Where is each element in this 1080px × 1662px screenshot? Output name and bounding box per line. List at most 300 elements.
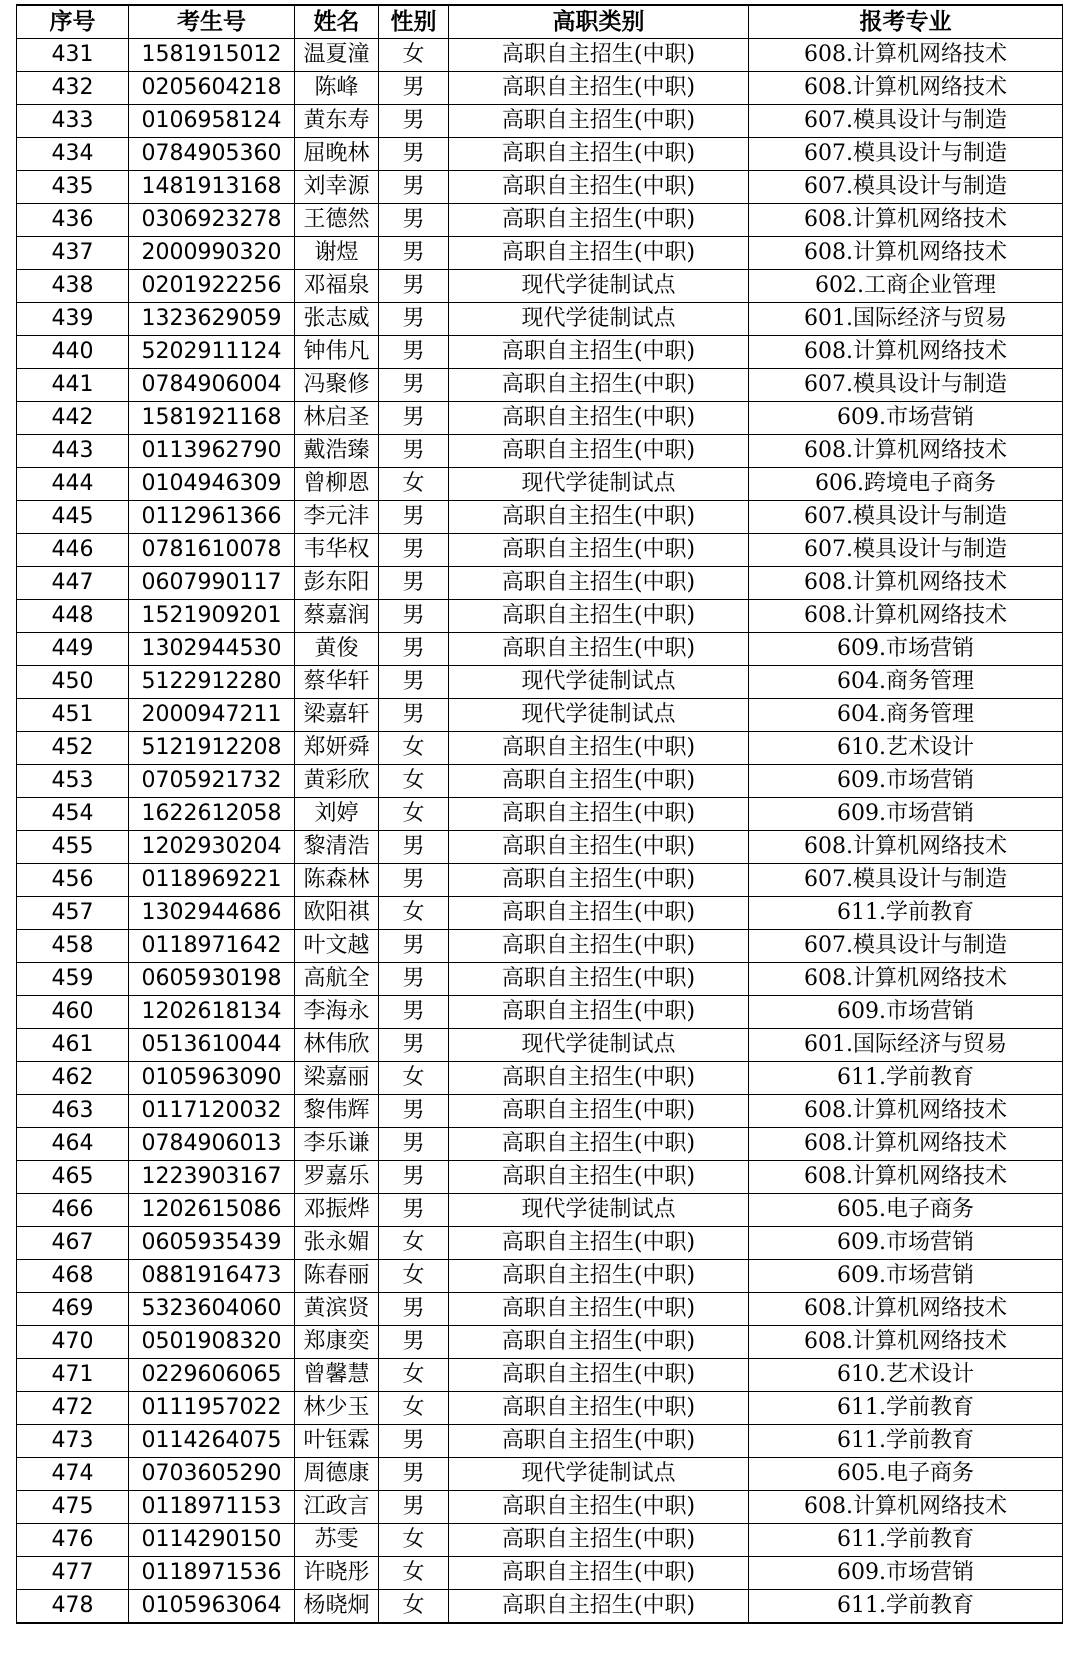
table-row xyxy=(17,435,1063,468)
cell-major: 606.跨境电子商务 xyxy=(749,468,1063,501)
cell-exam-id: 0106958124 xyxy=(129,105,295,138)
table-row xyxy=(17,1062,1063,1095)
cell-major: 607.模具设计与制造 xyxy=(749,171,1063,204)
table-row xyxy=(17,1590,1063,1624)
cell-gender: 男 xyxy=(379,435,449,468)
cell-gender: 男 xyxy=(379,501,449,534)
cell-exam-id: 1581921168 xyxy=(129,402,295,435)
cell-name: 许晓彤 xyxy=(295,1557,379,1590)
cell-gender: 女 xyxy=(379,1062,449,1095)
cell-major: 611.学前教育 xyxy=(749,1392,1063,1425)
cell-name: 高航全 xyxy=(295,963,379,996)
cell-serial-number: 466 xyxy=(17,1194,129,1227)
table-row xyxy=(17,1392,1063,1425)
admission-list-table xyxy=(16,4,1063,1624)
cell-serial-number: 476 xyxy=(17,1524,129,1557)
cell-major: 608.计算机网络技术 xyxy=(749,336,1063,369)
cell-gender: 男 xyxy=(379,402,449,435)
cell-serial-number: 437 xyxy=(17,237,129,270)
cell-gender: 男 xyxy=(379,171,449,204)
cell-exam-id: 0705921732 xyxy=(129,765,295,798)
cell-category: 现代学徒制试点 xyxy=(449,1458,749,1491)
table-row xyxy=(17,765,1063,798)
cell-exam-id: 0105963090 xyxy=(129,1062,295,1095)
cell-category: 高职自主招生(中职) xyxy=(449,1227,749,1260)
cell-gender: 女 xyxy=(379,1524,449,1557)
cell-exam-id: 2000990320 xyxy=(129,237,295,270)
cell-exam-id: 0111957022 xyxy=(129,1392,295,1425)
cell-category: 高职自主招生(中职) xyxy=(449,1095,749,1128)
cell-gender: 男 xyxy=(379,699,449,732)
cell-name: 王德然 xyxy=(295,204,379,237)
table-row xyxy=(17,402,1063,435)
table-row xyxy=(17,996,1063,1029)
cell-name: 黄彩欣 xyxy=(295,765,379,798)
cell-exam-id: 0781610078 xyxy=(129,534,295,567)
cell-gender: 女 xyxy=(379,1392,449,1425)
cell-serial-number: 477 xyxy=(17,1557,129,1590)
cell-category: 高职自主招生(中职) xyxy=(449,1260,749,1293)
table-row xyxy=(17,1425,1063,1458)
cell-major: 608.计算机网络技术 xyxy=(749,1326,1063,1359)
cell-exam-id: 0513610044 xyxy=(129,1029,295,1062)
cell-name: 郑妍舜 xyxy=(295,732,379,765)
cell-serial-number: 461 xyxy=(17,1029,129,1062)
cell-name: 戴浩臻 xyxy=(295,435,379,468)
cell-category: 高职自主招生(中职) xyxy=(449,336,749,369)
cell-gender: 女 xyxy=(379,897,449,930)
cell-gender: 男 xyxy=(379,72,449,105)
cell-gender: 男 xyxy=(379,831,449,864)
cell-gender: 男 xyxy=(379,996,449,1029)
cell-major: 610.艺术设计 xyxy=(749,732,1063,765)
cell-major: 608.计算机网络技术 xyxy=(749,72,1063,105)
cell-category: 高职自主招生(中职) xyxy=(449,138,749,171)
cell-exam-id: 0201922256 xyxy=(129,270,295,303)
cell-serial-number: 472 xyxy=(17,1392,129,1425)
cell-gender: 女 xyxy=(379,1260,449,1293)
cell-name: 陈森林 xyxy=(295,864,379,897)
cell-exam-id: 0104946309 xyxy=(129,468,295,501)
cell-gender: 男 xyxy=(379,1491,449,1524)
cell-category: 高职自主招生(中职) xyxy=(449,1524,749,1557)
cell-exam-id: 0229606065 xyxy=(129,1359,295,1392)
cell-major: 601.国际经济与贸易 xyxy=(749,1029,1063,1062)
cell-major: 605.电子商务 xyxy=(749,1194,1063,1227)
cell-exam-id: 0501908320 xyxy=(129,1326,295,1359)
cell-major: 607.模具设计与制造 xyxy=(749,534,1063,567)
cell-serial-number: 467 xyxy=(17,1227,129,1260)
cell-name: 刘幸源 xyxy=(295,171,379,204)
cell-category: 现代学徒制试点 xyxy=(449,468,749,501)
cell-category: 高职自主招生(中职) xyxy=(449,105,749,138)
cell-major: 608.计算机网络技术 xyxy=(749,1095,1063,1128)
cell-major: 609.市场营销 xyxy=(749,996,1063,1029)
cell-exam-id: 0117120032 xyxy=(129,1095,295,1128)
cell-gender: 男 xyxy=(379,204,449,237)
table-row xyxy=(17,1326,1063,1359)
cell-name: 梁嘉丽 xyxy=(295,1062,379,1095)
cell-exam-id: 1302944530 xyxy=(129,633,295,666)
cell-gender: 男 xyxy=(379,600,449,633)
cell-gender: 男 xyxy=(379,105,449,138)
cell-name: 欧阳祺 xyxy=(295,897,379,930)
cell-major: 608.计算机网络技术 xyxy=(749,237,1063,270)
cell-serial-number: 478 xyxy=(17,1590,129,1624)
table-row xyxy=(17,1029,1063,1062)
cell-serial-number: 469 xyxy=(17,1293,129,1326)
cell-exam-id: 0881916473 xyxy=(129,1260,295,1293)
cell-gender: 男 xyxy=(379,138,449,171)
cell-serial-number: 453 xyxy=(17,765,129,798)
header-name: 姓名 xyxy=(295,5,379,39)
cell-exam-id: 5202911124 xyxy=(129,336,295,369)
cell-gender: 男 xyxy=(379,1128,449,1161)
cell-major: 609.市场营销 xyxy=(749,798,1063,831)
cell-category: 高职自主招生(中职) xyxy=(449,1326,749,1359)
cell-gender: 男 xyxy=(379,930,449,963)
cell-name: 陈峰 xyxy=(295,72,379,105)
cell-serial-number: 460 xyxy=(17,996,129,1029)
cell-category: 现代学徒制试点 xyxy=(449,270,749,303)
cell-name: 叶文越 xyxy=(295,930,379,963)
cell-major: 602.工商企业管理 xyxy=(749,270,1063,303)
cell-major: 607.模具设计与制造 xyxy=(749,501,1063,534)
cell-major: 608.计算机网络技术 xyxy=(749,567,1063,600)
cell-major: 601.国际经济与贸易 xyxy=(749,303,1063,336)
cell-category: 高职自主招生(中职) xyxy=(449,435,749,468)
table-row xyxy=(17,1260,1063,1293)
cell-name: 黄滨贤 xyxy=(295,1293,379,1326)
cell-exam-id: 0118969221 xyxy=(129,864,295,897)
table-header xyxy=(17,5,1063,39)
cell-exam-id: 0118971536 xyxy=(129,1557,295,1590)
cell-exam-id: 0306923278 xyxy=(129,204,295,237)
cell-category: 高职自主招生(中职) xyxy=(449,1128,749,1161)
cell-name: 黄东寿 xyxy=(295,105,379,138)
cell-serial-number: 452 xyxy=(17,732,129,765)
cell-serial-number: 446 xyxy=(17,534,129,567)
table-row xyxy=(17,1128,1063,1161)
cell-major: 608.计算机网络技术 xyxy=(749,1161,1063,1194)
cell-category: 高职自主招生(中职) xyxy=(449,996,749,1029)
cell-name: 蔡嘉润 xyxy=(295,600,379,633)
cell-name: 林启圣 xyxy=(295,402,379,435)
cell-gender: 女 xyxy=(379,468,449,501)
table-row xyxy=(17,600,1063,633)
cell-gender: 男 xyxy=(379,1458,449,1491)
cell-category: 高职自主招生(中职) xyxy=(449,897,749,930)
cell-major: 609.市场营销 xyxy=(749,1557,1063,1590)
table-row xyxy=(17,270,1063,303)
cell-gender: 男 xyxy=(379,567,449,600)
cell-category: 现代学徒制试点 xyxy=(449,666,749,699)
table-row xyxy=(17,303,1063,336)
cell-major: 607.模具设计与制造 xyxy=(749,930,1063,963)
cell-exam-id: 0703605290 xyxy=(129,1458,295,1491)
cell-gender: 男 xyxy=(379,1095,449,1128)
cell-exam-id: 1202618134 xyxy=(129,996,295,1029)
table-row xyxy=(17,336,1063,369)
cell-gender: 男 xyxy=(379,864,449,897)
cell-exam-id: 0112961366 xyxy=(129,501,295,534)
table-row xyxy=(17,831,1063,864)
cell-category: 高职自主招生(中职) xyxy=(449,1359,749,1392)
cell-exam-id: 0114264075 xyxy=(129,1425,295,1458)
table-row xyxy=(17,699,1063,732)
cell-serial-number: 433 xyxy=(17,105,129,138)
cell-category: 高职自主招生(中职) xyxy=(449,534,749,567)
table-row xyxy=(17,963,1063,996)
header-major: 报考专业 xyxy=(749,5,1063,39)
cell-name: 李乐谦 xyxy=(295,1128,379,1161)
cell-major: 611.学前教育 xyxy=(749,1590,1063,1624)
cell-gender: 男 xyxy=(379,534,449,567)
table-row xyxy=(17,864,1063,897)
table-row xyxy=(17,105,1063,138)
table-row xyxy=(17,897,1063,930)
cell-name: 杨晓炯 xyxy=(295,1590,379,1624)
cell-serial-number: 435 xyxy=(17,171,129,204)
cell-exam-id: 2000947211 xyxy=(129,699,295,732)
cell-category: 高职自主招生(中职) xyxy=(449,963,749,996)
cell-name: 张永媚 xyxy=(295,1227,379,1260)
cell-category: 高职自主招生(中职) xyxy=(449,402,749,435)
header-exam-id: 考生号 xyxy=(129,5,295,39)
cell-category: 现代学徒制试点 xyxy=(449,303,749,336)
cell-exam-id: 0118971153 xyxy=(129,1491,295,1524)
table-row xyxy=(17,1557,1063,1590)
cell-name: 韦华权 xyxy=(295,534,379,567)
cell-name: 黎伟辉 xyxy=(295,1095,379,1128)
cell-exam-id: 0205604218 xyxy=(129,72,295,105)
cell-major: 608.计算机网络技术 xyxy=(749,204,1063,237)
table-row xyxy=(17,567,1063,600)
cell-serial-number: 442 xyxy=(17,402,129,435)
cell-major: 605.电子商务 xyxy=(749,1458,1063,1491)
cell-category: 高职自主招生(中职) xyxy=(449,798,749,831)
cell-gender: 男 xyxy=(379,1425,449,1458)
cell-category: 高职自主招生(中职) xyxy=(449,171,749,204)
cell-gender: 女 xyxy=(379,798,449,831)
cell-name: 林伟欣 xyxy=(295,1029,379,1062)
cell-name: 邓振烨 xyxy=(295,1194,379,1227)
cell-serial-number: 457 xyxy=(17,897,129,930)
cell-name: 谢煜 xyxy=(295,237,379,270)
cell-exam-id: 1521909201 xyxy=(129,600,295,633)
cell-name: 叶钰霖 xyxy=(295,1425,379,1458)
table-row xyxy=(17,1095,1063,1128)
cell-major: 608.计算机网络技术 xyxy=(749,600,1063,633)
cell-category: 高职自主招生(中职) xyxy=(449,831,749,864)
cell-major: 609.市场营销 xyxy=(749,1227,1063,1260)
table-row xyxy=(17,72,1063,105)
table-row xyxy=(17,138,1063,171)
cell-exam-id: 1323629059 xyxy=(129,303,295,336)
cell-category: 高职自主招生(中职) xyxy=(449,1425,749,1458)
cell-serial-number: 444 xyxy=(17,468,129,501)
cell-major: 611.学前教育 xyxy=(749,1062,1063,1095)
cell-serial-number: 471 xyxy=(17,1359,129,1392)
cell-major: 608.计算机网络技术 xyxy=(749,435,1063,468)
cell-gender: 女 xyxy=(379,1227,449,1260)
cell-exam-id: 5121912208 xyxy=(129,732,295,765)
cell-name: 冯聚修 xyxy=(295,369,379,402)
cell-major: 608.计算机网络技术 xyxy=(749,1491,1063,1524)
cell-serial-number: 438 xyxy=(17,270,129,303)
table-row xyxy=(17,732,1063,765)
cell-exam-id: 5323604060 xyxy=(129,1293,295,1326)
cell-exam-id: 0118971642 xyxy=(129,930,295,963)
header-gender: 性别 xyxy=(379,5,449,39)
header-row xyxy=(17,5,1063,39)
cell-exam-id: 1223903167 xyxy=(129,1161,295,1194)
cell-category: 现代学徒制试点 xyxy=(449,1194,749,1227)
cell-exam-id: 0784906004 xyxy=(129,369,295,402)
cell-name: 江政言 xyxy=(295,1491,379,1524)
cell-category: 高职自主招生(中职) xyxy=(449,864,749,897)
cell-name: 曾柳恩 xyxy=(295,468,379,501)
cell-exam-id: 0605930198 xyxy=(129,963,295,996)
cell-name: 屈晚林 xyxy=(295,138,379,171)
table-row xyxy=(17,39,1063,72)
cell-major: 611.学前教育 xyxy=(749,897,1063,930)
cell-gender: 男 xyxy=(379,633,449,666)
table-row xyxy=(17,468,1063,501)
cell-category: 现代学徒制试点 xyxy=(449,1029,749,1062)
cell-exam-id: 1302944686 xyxy=(129,897,295,930)
cell-gender: 女 xyxy=(379,732,449,765)
cell-category: 高职自主招生(中职) xyxy=(449,39,749,72)
table-row xyxy=(17,1293,1063,1326)
cell-serial-number: 470 xyxy=(17,1326,129,1359)
cell-name: 郑康奕 xyxy=(295,1326,379,1359)
cell-category: 高职自主招生(中职) xyxy=(449,1557,749,1590)
cell-serial-number: 473 xyxy=(17,1425,129,1458)
cell-major: 607.模具设计与制造 xyxy=(749,864,1063,897)
cell-major: 608.计算机网络技术 xyxy=(749,963,1063,996)
cell-name: 罗嘉乐 xyxy=(295,1161,379,1194)
cell-name: 黎清浩 xyxy=(295,831,379,864)
cell-major: 607.模具设计与制造 xyxy=(749,138,1063,171)
cell-name: 黄俊 xyxy=(295,633,379,666)
cell-exam-id: 5122912280 xyxy=(129,666,295,699)
cell-name: 陈春丽 xyxy=(295,1260,379,1293)
cell-gender: 男 xyxy=(379,1029,449,1062)
table-row xyxy=(17,501,1063,534)
cell-category: 高职自主招生(中职) xyxy=(449,1392,749,1425)
cell-name: 钟伟凡 xyxy=(295,336,379,369)
cell-serial-number: 451 xyxy=(17,699,129,732)
cell-serial-number: 462 xyxy=(17,1062,129,1095)
header-serial-number: 序号 xyxy=(17,5,129,39)
table-row xyxy=(17,534,1063,567)
table-row xyxy=(17,171,1063,204)
table-row xyxy=(17,1227,1063,1260)
cell-gender: 男 xyxy=(379,666,449,699)
table-row xyxy=(17,798,1063,831)
cell-gender: 女 xyxy=(379,765,449,798)
cell-exam-id: 0784905360 xyxy=(129,138,295,171)
cell-serial-number: 468 xyxy=(17,1260,129,1293)
cell-gender: 男 xyxy=(379,369,449,402)
cell-gender: 女 xyxy=(379,39,449,72)
cell-name: 邓福泉 xyxy=(295,270,379,303)
cell-major: 607.模具设计与制造 xyxy=(749,105,1063,138)
cell-exam-id: 0607990117 xyxy=(129,567,295,600)
cell-serial-number: 464 xyxy=(17,1128,129,1161)
table-body xyxy=(17,39,1063,1624)
cell-major: 609.市场营销 xyxy=(749,1260,1063,1293)
cell-name: 彭东阳 xyxy=(295,567,379,600)
cell-major: 608.计算机网络技术 xyxy=(749,1128,1063,1161)
cell-category: 高职自主招生(中职) xyxy=(449,501,749,534)
cell-gender: 男 xyxy=(379,336,449,369)
table-row xyxy=(17,1161,1063,1194)
cell-gender: 男 xyxy=(379,1194,449,1227)
cell-major: 608.计算机网络技术 xyxy=(749,1293,1063,1326)
cell-gender: 女 xyxy=(379,1359,449,1392)
cell-serial-number: 455 xyxy=(17,831,129,864)
cell-category: 高职自主招生(中职) xyxy=(449,732,749,765)
cell-category: 高职自主招生(中职) xyxy=(449,72,749,105)
table-row xyxy=(17,1194,1063,1227)
cell-name: 李元沣 xyxy=(295,501,379,534)
cell-major: 611.学前教育 xyxy=(749,1425,1063,1458)
table-row xyxy=(17,1458,1063,1491)
cell-major: 607.模具设计与制造 xyxy=(749,369,1063,402)
cell-gender: 男 xyxy=(379,237,449,270)
cell-serial-number: 454 xyxy=(17,798,129,831)
cell-category: 高职自主招生(中职) xyxy=(449,633,749,666)
table-row xyxy=(17,1524,1063,1557)
cell-name: 林少玉 xyxy=(295,1392,379,1425)
cell-category: 高职自主招生(中职) xyxy=(449,1161,749,1194)
cell-serial-number: 475 xyxy=(17,1491,129,1524)
cell-category: 高职自主招生(中职) xyxy=(449,600,749,633)
table-row xyxy=(17,204,1063,237)
cell-serial-number: 463 xyxy=(17,1095,129,1128)
cell-exam-id: 0114290150 xyxy=(129,1524,295,1557)
table-row xyxy=(17,237,1063,270)
header-category: 高职类别 xyxy=(449,5,749,39)
cell-category: 高职自主招生(中职) xyxy=(449,765,749,798)
cell-name: 曾馨慧 xyxy=(295,1359,379,1392)
cell-major: 608.计算机网络技术 xyxy=(749,39,1063,72)
cell-serial-number: 447 xyxy=(17,567,129,600)
cell-major: 609.市场营销 xyxy=(749,633,1063,666)
cell-category: 高职自主招生(中职) xyxy=(449,237,749,270)
cell-gender: 男 xyxy=(379,1161,449,1194)
cell-serial-number: 445 xyxy=(17,501,129,534)
cell-major: 608.计算机网络技术 xyxy=(749,831,1063,864)
cell-name: 张志威 xyxy=(295,303,379,336)
cell-category: 高职自主招生(中职) xyxy=(449,930,749,963)
cell-gender: 男 xyxy=(379,963,449,996)
cell-category: 高职自主招生(中职) xyxy=(449,1491,749,1524)
table-row xyxy=(17,369,1063,402)
cell-category: 高职自主招生(中职) xyxy=(449,1293,749,1326)
cell-exam-id: 0605935439 xyxy=(129,1227,295,1260)
cell-exam-id: 1581915012 xyxy=(129,39,295,72)
table-row xyxy=(17,1491,1063,1524)
cell-gender: 男 xyxy=(379,303,449,336)
table-row xyxy=(17,1359,1063,1392)
cell-serial-number: 450 xyxy=(17,666,129,699)
cell-exam-id: 0105963064 xyxy=(129,1590,295,1624)
cell-gender: 男 xyxy=(379,1326,449,1359)
cell-category: 高职自主招生(中职) xyxy=(449,567,749,600)
